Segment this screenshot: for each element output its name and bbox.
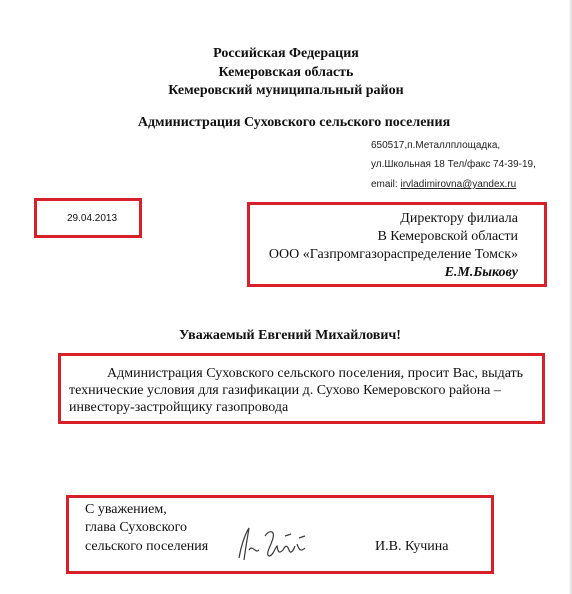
signer-position-2: сельского поселения bbox=[85, 539, 209, 554]
recipient-company: ООО «Газпромгазораспределение Томск» bbox=[268, 247, 518, 262]
address-email-row bbox=[371, 179, 516, 190]
body-highlight-box bbox=[58, 353, 545, 424]
handwritten-signature bbox=[229, 520, 329, 568]
header-district: Кемеровский муниципальный район bbox=[168, 83, 404, 98]
closing-regards: С уважением, bbox=[85, 502, 167, 517]
header-organization: Администрация Суховского сельского поселения bbox=[137, 115, 451, 130]
date-highlight-box bbox=[34, 198, 142, 238]
email-link[interactable]: irvladimirovna@yandex.ru bbox=[400, 179, 517, 190]
signature-highlight-box bbox=[66, 495, 494, 574]
address-street-phone: ул.Школьная 18 Тел/факс 74-39-19, bbox=[371, 159, 536, 170]
body-line-2: технические условия для газификации д. Сухово Кемеровского района – bbox=[69, 383, 501, 398]
email-label: email: bbox=[371, 179, 398, 190]
signer-position: глава Суховского bbox=[85, 520, 188, 535]
recipient-region: В Кемеровской области bbox=[377, 229, 518, 244]
salutation: Уважаемый Евгений Михайлович! bbox=[179, 328, 401, 343]
signer-name: И.В. Кучина bbox=[375, 539, 449, 554]
body-line-3: инвестору-застройщику газопровода bbox=[69, 400, 289, 415]
recipient-name: Е.М.Быкову bbox=[444, 265, 518, 280]
address-postal: 650517,п.Металлплощадка, bbox=[371, 140, 501, 151]
header-country: Российская Федерация bbox=[213, 46, 359, 61]
body-line-1: Администрация Суховского сельского поселения, просит Вас, выдать bbox=[107, 366, 524, 381]
header-region: Кемеровская область bbox=[218, 65, 354, 80]
letter-date: 29.04.2013 bbox=[67, 213, 118, 224]
recipient-highlight-box bbox=[247, 202, 547, 287]
recipient-title: Директору филиала bbox=[400, 211, 518, 226]
